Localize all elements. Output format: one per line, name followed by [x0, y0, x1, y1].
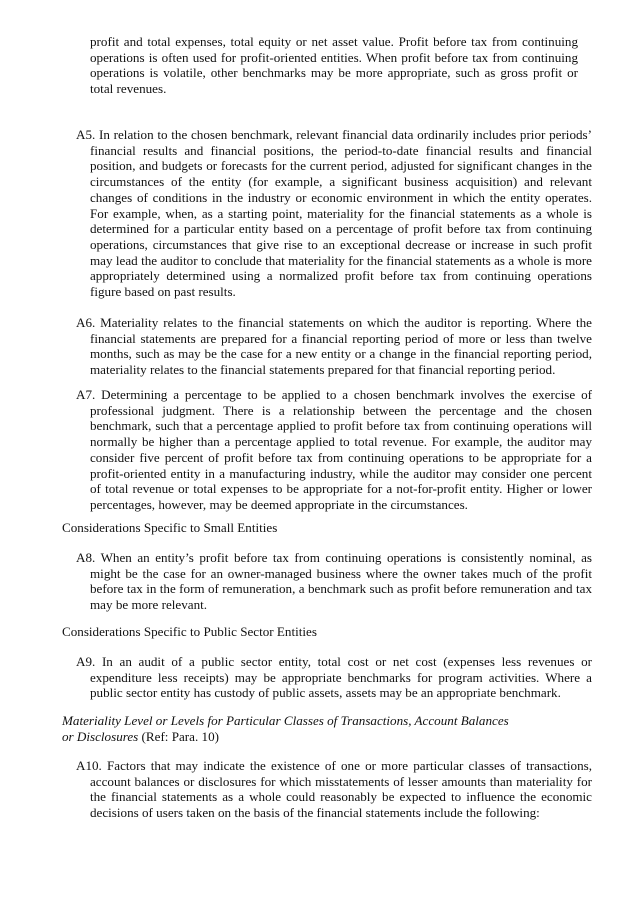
paragraph-a6: A6. Materiality relates to the financial statements on which the auditor is reporting. Where the financial statements are prepared for a financial reporting period of more or less than twelve months, such as may be the case for a new entity or a change in the financial reporting period, materiality relates to the financial statements prepared for that financial reporting period.: [76, 315, 592, 378]
heading-small-entities: Considerations Specific to Small Entities: [62, 520, 278, 535]
continuation-paragraph: profit and total expenses, total equity or net asset value. Profit before tax from continuing operations is often used for profit-oriented entities. When profit before tax from continuing operations is volatile, other benchmarks may be more appropriate, such as gross profit or total revenues.: [90, 34, 578, 97]
paragraph-a8: A8. When an entity’s profit before tax from continuing operations is consistently nominal, as might be the case for an owner-managed business where the owner takes much of the profit before tax in the form of remuneration, a benchmark such as profit before remuneration and tax may be more relevant.: [76, 550, 592, 613]
heading-materiality-level-line2: or Disclosures: [62, 728, 139, 744]
paragraph-a9: A9. In an audit of a public sector entity, total cost or net cost (expenses less revenues or expenditure less receipts) may be appropriate benchmarks for program activities. Where a public sector entity has custody of public assets, assets may be an appropriate benchmark.: [76, 654, 592, 701]
paragraph-a5: A5. In relation to the chosen benchmark, relevant financial data ordinarily includes prior periods’ financial results and financial positions, the period-to-date financial results and financial position, and budgets or forecasts for the current period, adjusted for significant changes in the circumstances of the entity (for example, a significant business acquisition) and relevant changes of conditions in the industry or economic environment in which the entity operates. For example, when, as a starting point, materiality for the financial statements as a whole is determined for a particular entity based on a percentage of profit before tax from continuing operations, circumstances that give rise to an exceptional decrease or increase in such profit may lead the auditor to conclude that materiality for the financial statements as a whole is more appropriately determined using a normalized profit before tax from continuing operations figure based on past results.: [76, 127, 592, 300]
heading-materiality-level-ref: (Ref: Para. 10): [138, 728, 219, 744]
heading-materiality-level: [62, 713, 582, 744]
heading-materiality-level-line1: Materiality Level or Levels for Particular Classes of Transactions, Account Balances: [62, 713, 509, 728]
heading-public-sector: Considerations Specific to Public Sector Entities: [62, 624, 317, 639]
paragraph-a7: A7. Determining a percentage to be applied to a chosen benchmark involves the exercise of professional judgment. There is a relationship between the percentage and the chosen benchmark, such that a percentage applied to profit before tax from continuing operations will normally be higher than a percentage applied to total revenue. For example, the auditor may consider five percent of profit before tax from continuing operations to be appropriate for a profit-oriented entity in a manufacturing industry, while the auditor may consider one percent of total revenue or total expenses to be appropriate for a not-for-profit entity. Higher or lower percentages, however, may be deemed appropriate in the circumstances.: [76, 387, 592, 512]
paragraph-a10: A10. Factors that may indicate the existence of one or more particular classes of transactions, account balances or disclosures for which misstatements of lesser amounts than materiality for the financial statements as a whole could reasonably be expected to influence the economic decisions of users taken on the basis of the financial statements include the following:: [76, 758, 592, 821]
